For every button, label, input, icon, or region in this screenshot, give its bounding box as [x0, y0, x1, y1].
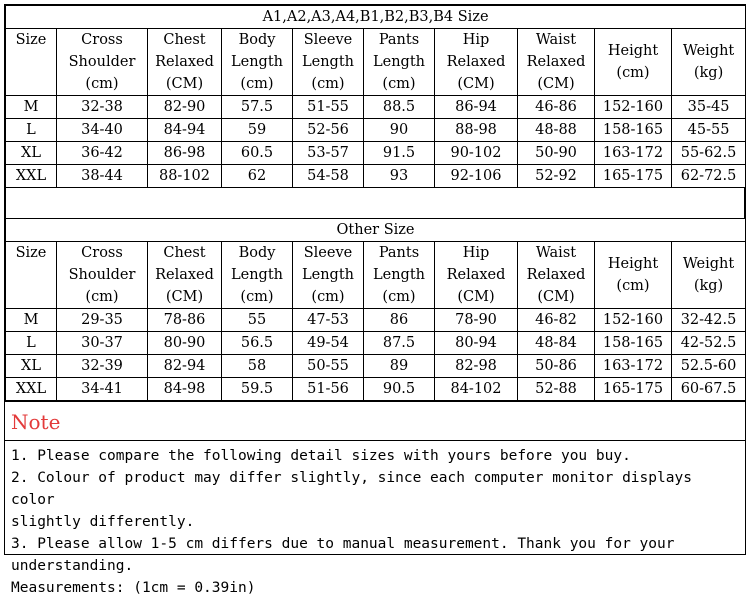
table-cell: 80-90 [148, 332, 222, 355]
table-cell: 78-86 [148, 309, 222, 332]
column-header [364, 29, 435, 96]
column-header-line: Pants [378, 245, 420, 261]
column-header-line: Body [238, 245, 276, 261]
column-header-line: Cross [81, 32, 123, 48]
column-header-line: Hip [462, 32, 490, 48]
table-cell: 58 [222, 355, 293, 378]
table-cell: 32-38 [57, 96, 148, 119]
table-cell: 55-62.5 [672, 142, 746, 165]
column-header-line: (cm) [240, 289, 274, 305]
table-cell: 90.5 [364, 378, 435, 401]
table-cell: 51-55 [293, 96, 364, 119]
table-row [6, 378, 746, 401]
table-cell: 88-102 [148, 165, 222, 188]
table-cell: 158-165 [595, 332, 672, 355]
column-header-line: Relaxed [526, 54, 586, 70]
table-row [6, 96, 746, 119]
table-cell: 51-56 [293, 378, 364, 401]
column-header-line: (cm) [382, 289, 416, 305]
table-cell: 50-55 [293, 355, 364, 378]
column-header-line: Waist [535, 32, 577, 48]
column-header-line: Relaxed [526, 267, 586, 283]
table-cell: 57.5 [222, 96, 293, 119]
table-cell: L [6, 119, 57, 142]
table-title: Other Size [6, 219, 746, 242]
note-line: Measurements: (1cm = 0.39in) [11, 580, 256, 596]
table-cell: 48-84 [518, 332, 595, 355]
table-cell: 52-88 [518, 378, 595, 401]
column-header [222, 29, 293, 96]
column-header-line: Sleeve [303, 245, 353, 261]
column-header [595, 29, 672, 96]
table-row [6, 165, 746, 188]
table-cell: 60-67.5 [672, 378, 746, 401]
table-row [6, 309, 746, 332]
column-header-line: Hip [462, 245, 490, 261]
table-cell: 82-98 [435, 355, 518, 378]
column-header-line: Cross [81, 245, 123, 261]
table-cell: 46-86 [518, 96, 595, 119]
column-header-line: Shoulder [68, 267, 136, 283]
note-divider [5, 440, 745, 441]
column-header-line: Weight [682, 43, 735, 59]
column-header [672, 242, 746, 309]
table-cell: 165-175 [595, 378, 672, 401]
column-header [57, 29, 148, 96]
table-cell: 163-172 [595, 142, 672, 165]
column-header-line: (kg) [693, 65, 724, 81]
note-section [5, 401, 745, 596]
table-cell: 59.5 [222, 378, 293, 401]
column-header [148, 29, 222, 96]
table-cell: 54-58 [293, 165, 364, 188]
table-cell: 59 [222, 119, 293, 142]
column-header-line: Length [373, 267, 425, 283]
table-cell: 80-94 [435, 332, 518, 355]
column-header [435, 242, 518, 309]
column-header-line: (cm) [311, 289, 345, 305]
table-cell: 45-55 [672, 119, 746, 142]
column-header-line: (cm) [85, 289, 119, 305]
table-cell: XXL [6, 165, 57, 188]
column-header-line: Chest [163, 32, 206, 48]
note-line: 1. Please compare the following detail sizes with yours before you buy. [11, 448, 631, 464]
table-cell: 86 [364, 309, 435, 332]
column-header-line: (CM) [457, 289, 495, 305]
column-header-line: (cm) [616, 65, 650, 81]
table-cell: 84-102 [435, 378, 518, 401]
table-cell: 52.5-60 [672, 355, 746, 378]
column-header-line: (cm) [240, 76, 274, 92]
note-title: Note [11, 410, 61, 434]
column-header-line: Relaxed [155, 54, 214, 70]
table-cell: XXL [6, 378, 57, 401]
table-row [6, 355, 746, 378]
column-header [57, 242, 148, 309]
column-header-line: Relaxed [155, 267, 214, 283]
column-header [6, 242, 57, 309]
column-header-line: Size [15, 32, 47, 48]
column-header-line: Waist [535, 245, 577, 261]
table-cell: 62 [222, 165, 293, 188]
table-cell: XL [6, 142, 57, 165]
table-cell: 56.5 [222, 332, 293, 355]
column-header [518, 29, 595, 96]
table-cell: 52-56 [293, 119, 364, 142]
column-header-line: Length [231, 267, 283, 283]
table-cell: 42-52.5 [672, 332, 746, 355]
table-cell: 46-82 [518, 309, 595, 332]
table-row [6, 332, 746, 355]
column-header-line: Height [607, 43, 659, 59]
table-cell: 163-172 [595, 355, 672, 378]
note-line: 3. Please allow 1-5 cm differs due to manual measurement. Thank you for your understanding. [11, 536, 675, 574]
column-header-line: Pants [378, 32, 420, 48]
column-header [293, 29, 364, 96]
column-header-line: (CM) [537, 289, 575, 305]
table-cell: 62-72.5 [672, 165, 746, 188]
size-chart [4, 4, 746, 596]
table-cell: 90-102 [435, 142, 518, 165]
column-header-line: (cm) [85, 76, 119, 92]
column-header-line: (cm) [382, 76, 416, 92]
column-header-line: (cm) [616, 278, 650, 294]
table-cell: 87.5 [364, 332, 435, 355]
table-cell: 52-92 [518, 165, 595, 188]
column-header [595, 242, 672, 309]
table-cell: 29-35 [57, 309, 148, 332]
table-cell: 152-160 [595, 96, 672, 119]
table-cell: 88.5 [364, 96, 435, 119]
table-cell: 78-90 [435, 309, 518, 332]
column-header [6, 29, 57, 96]
column-header [435, 29, 518, 96]
column-header [518, 242, 595, 309]
table-cell: 50-86 [518, 355, 595, 378]
table-cell: 84-94 [148, 119, 222, 142]
table-cell: 36-42 [57, 142, 148, 165]
table-row [6, 119, 746, 142]
column-header-line: Length [231, 54, 283, 70]
column-header [222, 242, 293, 309]
column-header-line: (CM) [165, 76, 204, 92]
table-cell: 86-94 [435, 96, 518, 119]
table-cell: 49-54 [293, 332, 364, 355]
table-cell: 91.5 [364, 142, 435, 165]
column-header-line: Chest [163, 245, 206, 261]
table-row [6, 142, 746, 165]
column-header-line: Shoulder [68, 54, 136, 70]
table-cell: 30-37 [57, 332, 148, 355]
table-cell: 55 [222, 309, 293, 332]
table-cell: 165-175 [595, 165, 672, 188]
column-header-line: Body [238, 32, 276, 48]
column-header-line: Weight [682, 256, 735, 272]
column-header-line: (CM) [457, 76, 495, 92]
column-header-line: Height [607, 256, 659, 272]
size-table-other [5, 218, 746, 401]
table-cell: 34-40 [57, 119, 148, 142]
column-header-line: Length [302, 267, 354, 283]
column-header-line: Relaxed [446, 54, 506, 70]
table-cell: 47-53 [293, 309, 364, 332]
column-header-line: (cm) [311, 76, 345, 92]
size-table-a [5, 5, 746, 188]
column-header [293, 242, 364, 309]
table-cell: 89 [364, 355, 435, 378]
table-cell: 32-42.5 [672, 309, 746, 332]
column-header-line: (kg) [693, 278, 724, 294]
table-cell: 38-44 [57, 165, 148, 188]
column-header [148, 242, 222, 309]
note-line: slightly differently. [11, 514, 195, 530]
table-cell: L [6, 332, 57, 355]
table-cell: 82-94 [148, 355, 222, 378]
table-cell: 84-98 [148, 378, 222, 401]
table-cell: 60.5 [222, 142, 293, 165]
column-header-line: (CM) [165, 289, 204, 305]
table-cell: 86-98 [148, 142, 222, 165]
table-cell: 90 [364, 119, 435, 142]
table-cell: 50-90 [518, 142, 595, 165]
column-header-line: (CM) [537, 76, 575, 92]
note-lines [11, 445, 739, 599]
table-cell: 48-88 [518, 119, 595, 142]
table-cell: 88-98 [435, 119, 518, 142]
table-cell: 53-57 [293, 142, 364, 165]
table-cell: 158-165 [595, 119, 672, 142]
table-cell: XL [6, 355, 57, 378]
table-cell: 32-39 [57, 355, 148, 378]
column-header [672, 29, 746, 96]
table-cell: M [6, 309, 57, 332]
table-cell: 152-160 [595, 309, 672, 332]
table-cell: 82-90 [148, 96, 222, 119]
column-header-line: Size [15, 245, 47, 261]
column-header-line: Relaxed [446, 267, 506, 283]
table-cell: 93 [364, 165, 435, 188]
table-cell: 34-41 [57, 378, 148, 401]
table-cell: 92-106 [435, 165, 518, 188]
column-header-line: Sleeve [303, 32, 353, 48]
table-gap [5, 188, 745, 218]
table-title: A1,A2,A3,A4,B1,B2,B3,B4 Size [6, 6, 746, 29]
note-line: 2. Colour of product may differ slightly, since each computer monitor displays color [11, 470, 692, 508]
table-cell: 35-45 [672, 96, 746, 119]
column-header [364, 242, 435, 309]
column-header-line: Length [373, 54, 425, 70]
table-cell: M [6, 96, 57, 119]
column-header-line: Length [302, 54, 354, 70]
